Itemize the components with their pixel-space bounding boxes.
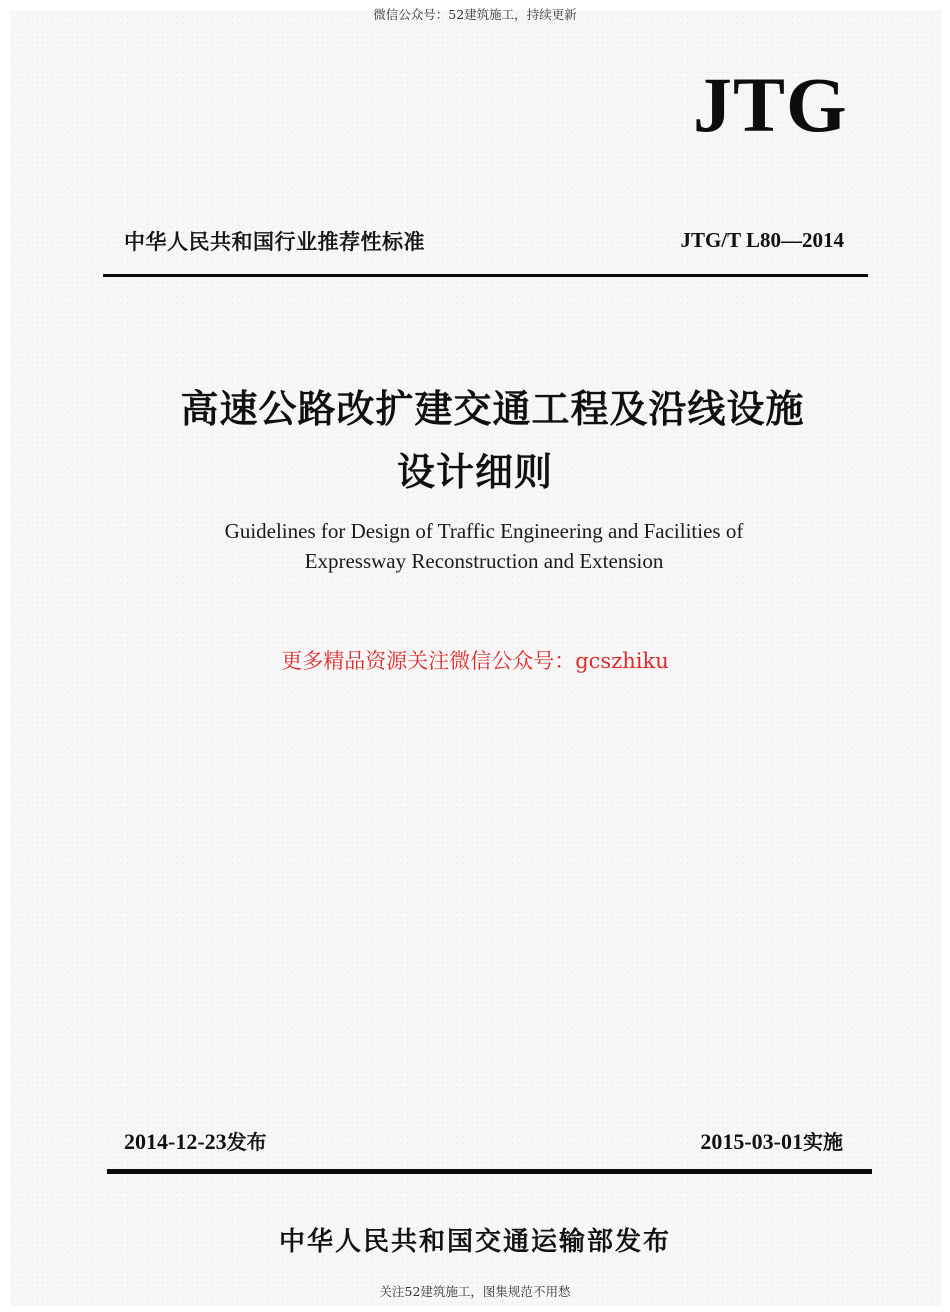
standard-category: 中华人民共和国行业推荐性标准: [124, 230, 425, 254]
title-chinese-line-1: 高速公路改扩建交通工程及沿线设施: [180, 387, 805, 431]
publisher: 中华人民共和国交通运输部发布: [278, 1227, 671, 1257]
bottom-divider: [107, 1169, 872, 1174]
issue-label: 发布: [226, 1130, 267, 1154]
title-chinese-line-2: 设计细则: [396, 450, 553, 494]
top-divider: [103, 274, 868, 277]
standard-number: JTG/T L80—2014: [680, 228, 844, 252]
top-watermark: 微信公众号：52建筑施工，持续更新: [373, 7, 577, 22]
effective-date: [0, 1126, 843, 1155]
promo-text: 更多精品资源关注微信公众号：gcszhiku: [281, 649, 669, 673]
effective-label: 实施: [803, 1130, 843, 1154]
bottom-watermark: 关注52建筑施工，图集规范不用愁: [379, 1284, 571, 1299]
jtg-logo: JTG: [693, 61, 848, 148]
issue-date-value: 2014-12-23: [124, 1129, 227, 1154]
title-english-line-1: Guidelines for Design of Traffic Engineering and Facilities of: [224, 519, 744, 543]
effective-date-value: 2015-03-01: [700, 1129, 803, 1154]
title-english-line-2: Expressway Reconstruction and Extension: [304, 549, 664, 573]
